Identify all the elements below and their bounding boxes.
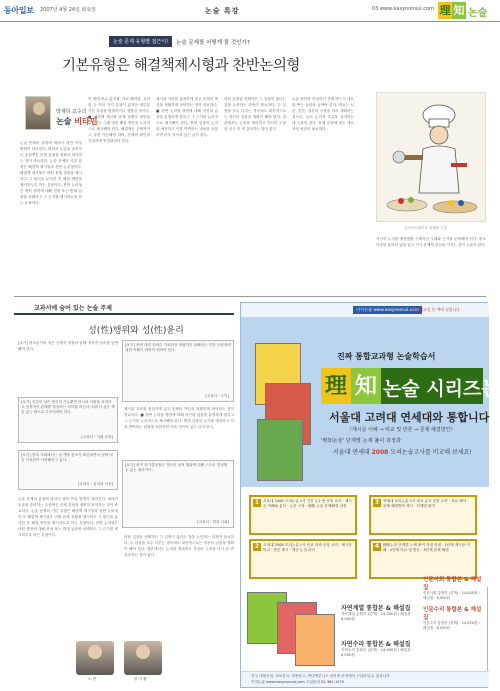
illustration-caption: 일러스트레이션 최재용 기자: [404, 226, 447, 230]
contributor-name-1: 노 단: [88, 677, 97, 681]
quote-source: [교과서 : 윤리와 사상]: [77, 482, 113, 486]
feature-card-2: [249, 539, 357, 579]
ad-hero: [241, 317, 500, 487]
product-info-1: [423, 575, 483, 601]
card-number: 2: [254, 543, 260, 550]
article-kicker: [109, 35, 250, 48]
quote-text: [보기] 현대 사회에서는 성 개방 풍조가 확산되면서 성에 대한 가치관이 다양해지고 있다.: [21, 453, 113, 463]
topic-intro-text: [보기] 청소년기의 성은 신체적 성장과 함께 정서적 성숙을 동반해야 한다.: [18, 341, 118, 351]
ad-steps: 《제시문 이해 → 비교 및 반론 → 문제 해결방안》: [347, 427, 456, 433]
ad-subtext-2a: 서울대 연세대: [333, 449, 372, 456]
card-number: 1: [254, 499, 260, 506]
contributor-photo-1: [76, 641, 114, 675]
card-number: 4: [374, 543, 380, 550]
contributor-name-2: 한 시 환: [134, 677, 147, 681]
brand-logo-word: 논술: [468, 8, 488, 19]
quote-source: [교과서 : 사회·문화]: [81, 435, 113, 439]
topic-body-text-2: 제시된 자료를 꼼꼼하게 읽고 문제의 핵심을 정확하게 파악하는 것이 중요하다. ■ 찬반 논의형 쟁점에 대해 자신의 입장을 분명하게 밝히고 그 근거를 논리적으로 제시해야 한다. 반대 입장의 논거를 예상하고 이를 반박하는 내용을 포함하면 더욱 설득력 있는 글이 된다.: [124, 407, 234, 429]
card-number: 3: [374, 499, 380, 506]
chef-illustration: [376, 92, 486, 222]
article-column-5: 논술 답안을 작성하기 전에 반드시 개요를 짜는 습관을 들여야 한다. 개요는 서론, 본론, 결론의 구성을 미리 계획하는 것으로, 글의 논리적 흐름을 유지하는 데 도움이 된다. 문제 유형에 맞는 개요 작성 연습이 필요하다.: [292, 97, 354, 131]
author-photo: [25, 96, 51, 130]
textbook-topic-title: 성(性)행위와 성(性)윤리: [88, 326, 184, 336]
product-price: 인문사회 통합본 (본책) · 14,000원 / 해설집 · 6,000원: [423, 591, 480, 600]
article-column-4: 어떤 입장을 선택하든 그 입장이 옳다는 것을 논증하는 과정이 중요하다. 두 입장을 모두 다루는 경우에도 최종적으로는 자신의 입장을 명확히 해야 한다. 결론에서는 논의를 정리하고 자신의 주장을 다시 한 번 강조하는 것이 좋다.: [224, 97, 286, 131]
book-cover: [257, 419, 303, 481]
quote-box-1: [18, 397, 118, 443]
banner-glyph-2: 知: [351, 368, 381, 404]
quote-text: [보기] 성적 자기결정권은 자신의 성적 행위에 대해 스스로 결정할 수 있는 권리이다.: [125, 463, 228, 473]
quote-text: [보기] 성에 대한 올바른 가치관을 정립하기 위해서는 인간 존엄성에 대한 이해가 바탕이 되어야 한다.: [125, 343, 231, 353]
ad-products: [241, 577, 489, 675]
ad-subtext-1: '理知논술' 단계별 논제 풀이 과정과: [321, 438, 401, 444]
quote-text: [보기] 인간의 성은 생식의 기능뿐만 아니라 사랑을 표현하고 인격적인 관계를 형성하는 의미를 지닌다. 따라서 성은 책임 있는 태도로 다루어져야 한다.: [21, 400, 115, 415]
ad-footer-contact: 이지논술 www.easynonsul.com 구입문의 02-361-1575: [251, 680, 345, 684]
ad-feature-cards: [241, 487, 489, 587]
brand-logo-glyph-2: 知: [453, 4, 465, 17]
product-price: 자연계열 통합본 (본책) · 14,000원 / 해설집 · 6,000원: [341, 612, 414, 621]
issue-date: 2007년 4월 24일 화요일: [40, 7, 97, 13]
kicker-tag: 논술 문제 유형별 접근이!: [109, 36, 172, 47]
page-number: 03 www.easynonsul.com: [372, 6, 434, 12]
article-column-1: 논술 문제의 유형에 따라서 답안 작성 방법이 달라진다. 따라서 논술을 준비하는 수험생은 문제 유형을 정확히 파악하는 것이 중요하다. 논술 문제의 기본 유형은 해결책 제시형과 찬반 논의형이다. 해결책 제시형은 어떤 문제 상황을 제시하고 그 원인을 분석한 후 해결 방안을 제시하도록 하는 유형이다. 찬반 논의형은 어떤 쟁점에 대해 찬성 또는 반대 입장을 선택하고 그 근거를 제시하도록 하는 유형이다.: [20, 141, 82, 205]
article-column-2: 이 밖에 비교 분석형, 자료 해석형, 요약형 등 여러 가지 유형이 있지만 대부분 기본 유형을 변형하거나 결합한 것이다. ■ 해결책 제시형 문제 상황의 원인을 분석하고 그에 대한 해결 방안을 논리적으로 제시해야 한다. 해결책은 구체적이고 실현 가능해야 하며, 문제의 원인과 긴밀하게 연결되어야 한다.: [88, 97, 150, 143]
quote-source: [교과서 : 도덕]: [205, 394, 229, 398]
contributor-photo-2: [124, 641, 162, 675]
page-header: [0, 0, 500, 22]
ad-footer-stores: 전국 대형서점, 교보문고, 영풍문고, 반디앤루니스 인터넷 서점에서 구입하실 수 있습니다.: [251, 674, 391, 678]
product-info-2: [423, 605, 483, 631]
ad-url[interactable]: 이지논술 www.easynonsul.com: [353, 306, 422, 314]
kicker-subtitle: 논술 문제를 어떻게 풀 것인가?: [176, 39, 250, 46]
feature-card-1: [249, 495, 357, 535]
ad-book-covers: [255, 343, 317, 483]
product-info-4: [341, 639, 421, 658]
card-text: 연세대 모의논술고사 비교 분석 문항 요약 · 자료 해석 · 문제 해결방안 제시 · 단계별 풀이: [383, 499, 469, 508]
article-column-6: 자신의 논지를 뒷받침할 구체적인 사례와 근거를 준비해야 한다. 평소 다양한 분야의 글을 읽고 시사 문제에 관심을 가지는 것이 도움이 된다.: [376, 237, 486, 247]
quote-box-3: [122, 340, 234, 402]
feature-card-4: [369, 539, 477, 579]
contributors: [76, 641, 166, 685]
brand-logo-glyph-1: 理: [439, 4, 451, 17]
ad-subtext-year: 2008: [371, 449, 389, 456]
brand-logo: [438, 2, 496, 19]
section-title: 논술 특강: [205, 7, 240, 15]
textbook-topic-rule: [14, 313, 234, 315]
ad-prehead: 진짜 통합교과형 논술학습서: [337, 352, 436, 361]
author-name: 박재하 교수의: [56, 109, 87, 115]
product-info-3: [341, 603, 421, 622]
article-column-3: 제시된 자료를 꼼꼼하게 읽고 문제의 핵심을 정확하게 파악하는 것이 중요하다. ■ 찬반 논의형 쟁점에 대해 자신의 입장을 분명하게 밝히고 그 근거를 논리적으로 제시해야 한다. 반대 입장의 논거를 예상하고 이를 반박하는 내용을 포함하면 더욱 설득력 있는 글이 된다.: [156, 97, 218, 137]
product-title: 자연계열 통합본 & 해설집: [341, 605, 411, 612]
product-price: 인문수리 통합본 (본책) · 14,000원 / 해설집 · 6,000원: [423, 621, 480, 630]
quote-box-2: [18, 450, 118, 490]
banner-text: 논술 시리즈는: [383, 378, 500, 400]
card-text: 理知논술 단계별 논제 풀이 과정 안내 · 1단계 제시문 이해 · 2단계 비교 및 반론 · 3단계 문제 해결: [383, 543, 470, 552]
chef-illustration-art: [377, 93, 487, 223]
textbook-topic-label: 교과서에 숨어 있는 논술 주제: [34, 305, 112, 312]
ad-subtext-2: [333, 447, 472, 456]
topic-body-text-3: 어떤 입장을 선택하든 그 입장이 옳다는 것을 논증하는 과정이 중요하다. 두 입장을 모두 다루는 경우에도 최종적으로는 자신의 입장을 명확히 해야 한다. 결론에서는 논의를 정리하고 자신의 주장을 다시 한 번 강조하는 것이 좋다.: [124, 535, 234, 557]
card-text: 고려대 2008 모의논술고사 인문 과학 문항 요약 · 제시문 비교 · 반론 제시 · 핵심 논점 파악: [263, 543, 352, 552]
ad-subtext-2c: 모의논술고사를 비교해 보세요!: [388, 449, 472, 456]
product-title: 자연수리 통합본 & 해설집: [341, 641, 411, 648]
quote-source: [교과서 : 법과 사회]: [197, 520, 229, 524]
banner-glyph-1: 理: [321, 368, 351, 404]
textbook-topic-header: [14, 302, 234, 313]
feature-card-3: [369, 495, 477, 535]
ad-series-banner: [321, 368, 500, 404]
product-book-stack: [247, 588, 337, 668]
book-cover: [295, 614, 335, 666]
section-divider: [14, 296, 486, 297]
product-title: 인문사회 통합본 & 해설집: [423, 577, 482, 591]
ad-headline: 서울대 고려대 연세대와 통합니다: [329, 411, 490, 424]
topic-body-text: 논술 문제의 유형에 따라서 답안 작성 방법이 달라진다. 따라서 논술을 준비하는 수험생은 문제 유형을 정확히 파악하는 것이 중요하다. 논술 문제의 기본 유형은 해결책 제시형과 찬반 논의형이다. 해결책 제시형은 어떤 문제 상황을 제시하고 그 원인을 분석한 후 해결 방안을 제시하도록 하는 유형이다. 찬반 논의형은 어떤 쟁점에 대해 찬성 또는 반대 입장을 선택하고 그 근거를 제시하도록 하는 유형이다.: [18, 497, 118, 537]
ad-footer: [241, 671, 489, 687]
product-title: 인문수리 통합본 & 해설집: [423, 607, 482, 621]
column-name-part-2: 비타민: [74, 117, 98, 126]
book-advertisement: [240, 302, 500, 688]
product-price: 자연수리 통합본 (본책) · 14,000원 / 해설집 · 6,000원: [341, 648, 414, 657]
newspaper-logo: 동아일보: [4, 5, 34, 15]
card-text: 서울대 2008 모의논술고사 인문 1,2 번 문항 요약 · 제시문 이해와 분석 · 논증 구성 · 理知 논술 문제해결 과정: [263, 499, 352, 508]
ad-issue-note: 매주 화요일 본 책에 실립니다: [411, 307, 460, 312]
quote-box-4: [122, 460, 234, 528]
article-headline: 기본유형은 해결책제시형과 찬반논의형: [62, 58, 300, 74]
column-name-part-1: 논술: [56, 117, 75, 126]
ad-top-ribbon: [241, 303, 489, 317]
